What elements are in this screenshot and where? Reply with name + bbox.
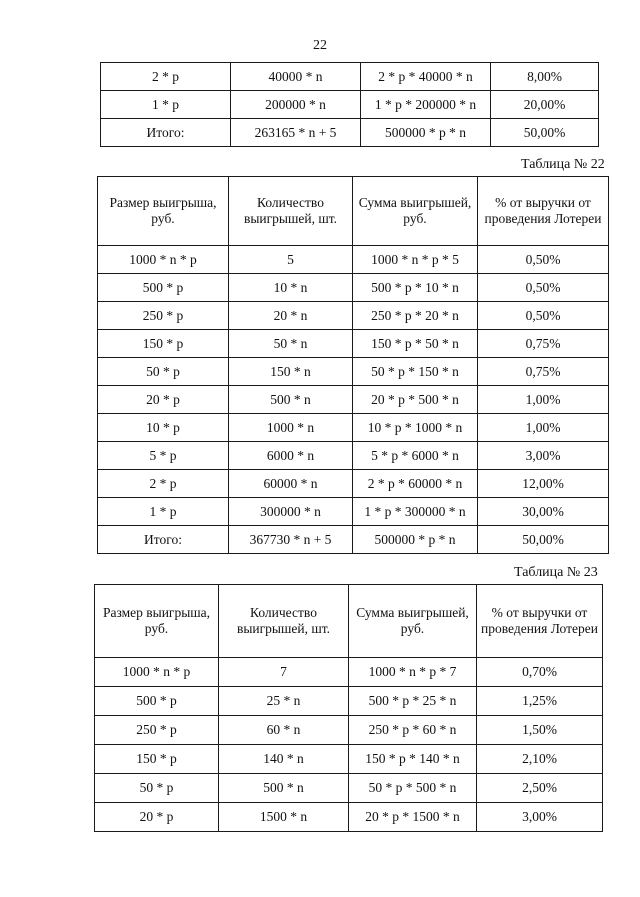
table-cell: 50 * р * 500 * n — [349, 774, 477, 803]
table-row — [98, 386, 609, 414]
table-cell: 7 — [219, 658, 349, 687]
table-cell: 1 * р * 300000 * n — [353, 498, 478, 526]
prize-table-22 — [97, 176, 609, 554]
table-row — [101, 91, 599, 119]
table-cell: 1000 * n * р — [98, 246, 229, 274]
table-body — [95, 658, 603, 832]
prize-table-continued — [100, 62, 599, 147]
table-cell: 150 * р — [98, 330, 229, 358]
table-cell: 500 * р — [98, 274, 229, 302]
table-cell: 50 * р — [95, 774, 219, 803]
table-cell: 10 * n — [229, 274, 353, 302]
table-cell: 1500 * n — [219, 803, 349, 832]
table-body — [98, 246, 609, 554]
table-cell: 500 * р — [95, 687, 219, 716]
table-row — [95, 745, 603, 774]
table-cell: 2,10% — [477, 745, 603, 774]
table-cell: 367730 * n + 5 — [229, 526, 353, 554]
table-cell: 5 — [229, 246, 353, 274]
table-cell: 2,50% — [477, 774, 603, 803]
table-row — [95, 774, 603, 803]
table-cell: 263165 * n + 5 — [231, 119, 361, 147]
table-cell: 250 * р * 20 * n — [353, 302, 478, 330]
table-cell: 30,00% — [478, 498, 609, 526]
table-cell: 3,00% — [477, 803, 603, 832]
table-23-caption: Таблица № 23 — [514, 565, 598, 580]
table-cell: Итого: — [98, 526, 229, 554]
prize-table-23 — [94, 584, 603, 832]
table-cell: 1,00% — [478, 414, 609, 442]
table-cell: 60 * n — [219, 716, 349, 745]
table-cell: 500 * р * 25 * n — [349, 687, 477, 716]
table-cell: 1000 * n — [229, 414, 353, 442]
table-cell: 0,50% — [478, 274, 609, 302]
table-body — [95, 585, 603, 658]
header-cell: Количество выигрышей, шт. — [219, 585, 349, 658]
table-cell: 500000 * р * n — [353, 526, 478, 554]
page-number: 22 — [313, 38, 327, 53]
table-cell: 20 * р — [98, 386, 229, 414]
table-cell: 40000 * n — [231, 63, 361, 91]
table-cell: 10 * р * 1000 * n — [353, 414, 478, 442]
header-cell: % от выручки от проведения Лотереи — [477, 585, 603, 658]
table-cell: 500 * n — [229, 386, 353, 414]
table-cell: 0,70% — [477, 658, 603, 687]
table-cell: 0,50% — [478, 246, 609, 274]
table-cell: 20 * n — [229, 302, 353, 330]
table-row — [95, 716, 603, 745]
table-cell: 500 * n — [219, 774, 349, 803]
table-cell: 1000 * n * р * 7 — [349, 658, 477, 687]
table-row — [98, 358, 609, 386]
table-cell: 1,00% — [478, 386, 609, 414]
table-row — [98, 526, 609, 554]
table-cell: 20 * р * 1500 * n — [349, 803, 477, 832]
table-row — [101, 119, 599, 147]
table-cell: 60000 * n — [229, 470, 353, 498]
table-body — [101, 63, 599, 147]
table-cell: 20 * р — [95, 803, 219, 832]
table-cell: 1000 * n * р — [95, 658, 219, 687]
table-cell: 500000 * р * n — [361, 119, 491, 147]
table-cell: 2 * р — [101, 63, 231, 91]
table-cell: 50 * р * 150 * n — [353, 358, 478, 386]
table-cell: 50 * р — [98, 358, 229, 386]
table-cell: 150 * р * 50 * n — [353, 330, 478, 358]
table-row — [98, 302, 609, 330]
table-cell: 1 * р — [101, 91, 231, 119]
table-row — [98, 330, 609, 358]
header-cell: Сумма выигрышей, руб. — [349, 585, 477, 658]
table-cell: 200000 * n — [231, 91, 361, 119]
table-cell: 1000 * n * р * 5 — [353, 246, 478, 274]
table-cell: 1 * р * 200000 * n — [361, 91, 491, 119]
table-cell: 20,00% — [491, 91, 599, 119]
table-cell: 6000 * n — [229, 442, 353, 470]
table-cell: 1,50% — [477, 716, 603, 745]
table-cell: 150 * n — [229, 358, 353, 386]
table-row — [98, 498, 609, 526]
table-cell: 2 * р * 60000 * n — [353, 470, 478, 498]
table-cell: 8,00% — [491, 63, 599, 91]
table-row — [98, 246, 609, 274]
table-body — [98, 177, 609, 246]
table-row — [98, 470, 609, 498]
table-cell: 0,75% — [478, 358, 609, 386]
table-header-row — [95, 585, 603, 658]
table-cell: 5 * р * 6000 * n — [353, 442, 478, 470]
table-cell: 150 * р * 140 * n — [349, 745, 477, 774]
table-cell: 1 * р — [98, 498, 229, 526]
table-cell: 1,25% — [477, 687, 603, 716]
table-cell: 250 * р * 60 * n — [349, 716, 477, 745]
table-cell: 10 * р — [98, 414, 229, 442]
table-cell: 12,00% — [478, 470, 609, 498]
table-row — [98, 414, 609, 442]
table-row — [95, 803, 603, 832]
table-row — [98, 274, 609, 302]
table-cell: Итого: — [101, 119, 231, 147]
table-cell: 2 * р — [98, 470, 229, 498]
table-cell: 0,75% — [478, 330, 609, 358]
table-cell: 0,50% — [478, 302, 609, 330]
header-cell: Размер выигрыша, руб. — [98, 177, 229, 246]
table-cell: 150 * р — [95, 745, 219, 774]
header-cell: Количество выигрышей, шт. — [229, 177, 353, 246]
header-cell: % от выручки от проведения Лотереи — [478, 177, 609, 246]
table-cell: 300000 * n — [229, 498, 353, 526]
table-cell: 5 * р — [98, 442, 229, 470]
table-cell: 250 * р — [98, 302, 229, 330]
table-22-caption: Таблица № 22 — [521, 157, 605, 172]
table-cell: 50 * n — [229, 330, 353, 358]
table-cell: 140 * n — [219, 745, 349, 774]
table-cell: 500 * р * 10 * n — [353, 274, 478, 302]
table-row — [95, 687, 603, 716]
table-cell: 25 * n — [219, 687, 349, 716]
table-header-row — [98, 177, 609, 246]
table-row — [101, 63, 599, 91]
table-cell: 2 * р * 40000 * n — [361, 63, 491, 91]
header-cell: Сумма выигрышей, руб. — [353, 177, 478, 246]
table-cell: 250 * р — [95, 716, 219, 745]
table-cell: 3,00% — [478, 442, 609, 470]
table-row — [98, 442, 609, 470]
table-cell: 50,00% — [478, 526, 609, 554]
table-cell: 20 * р * 500 * n — [353, 386, 478, 414]
table-cell: 50,00% — [491, 119, 599, 147]
table-row — [95, 658, 603, 687]
header-cell: Размер выигрыша, руб. — [95, 585, 219, 658]
